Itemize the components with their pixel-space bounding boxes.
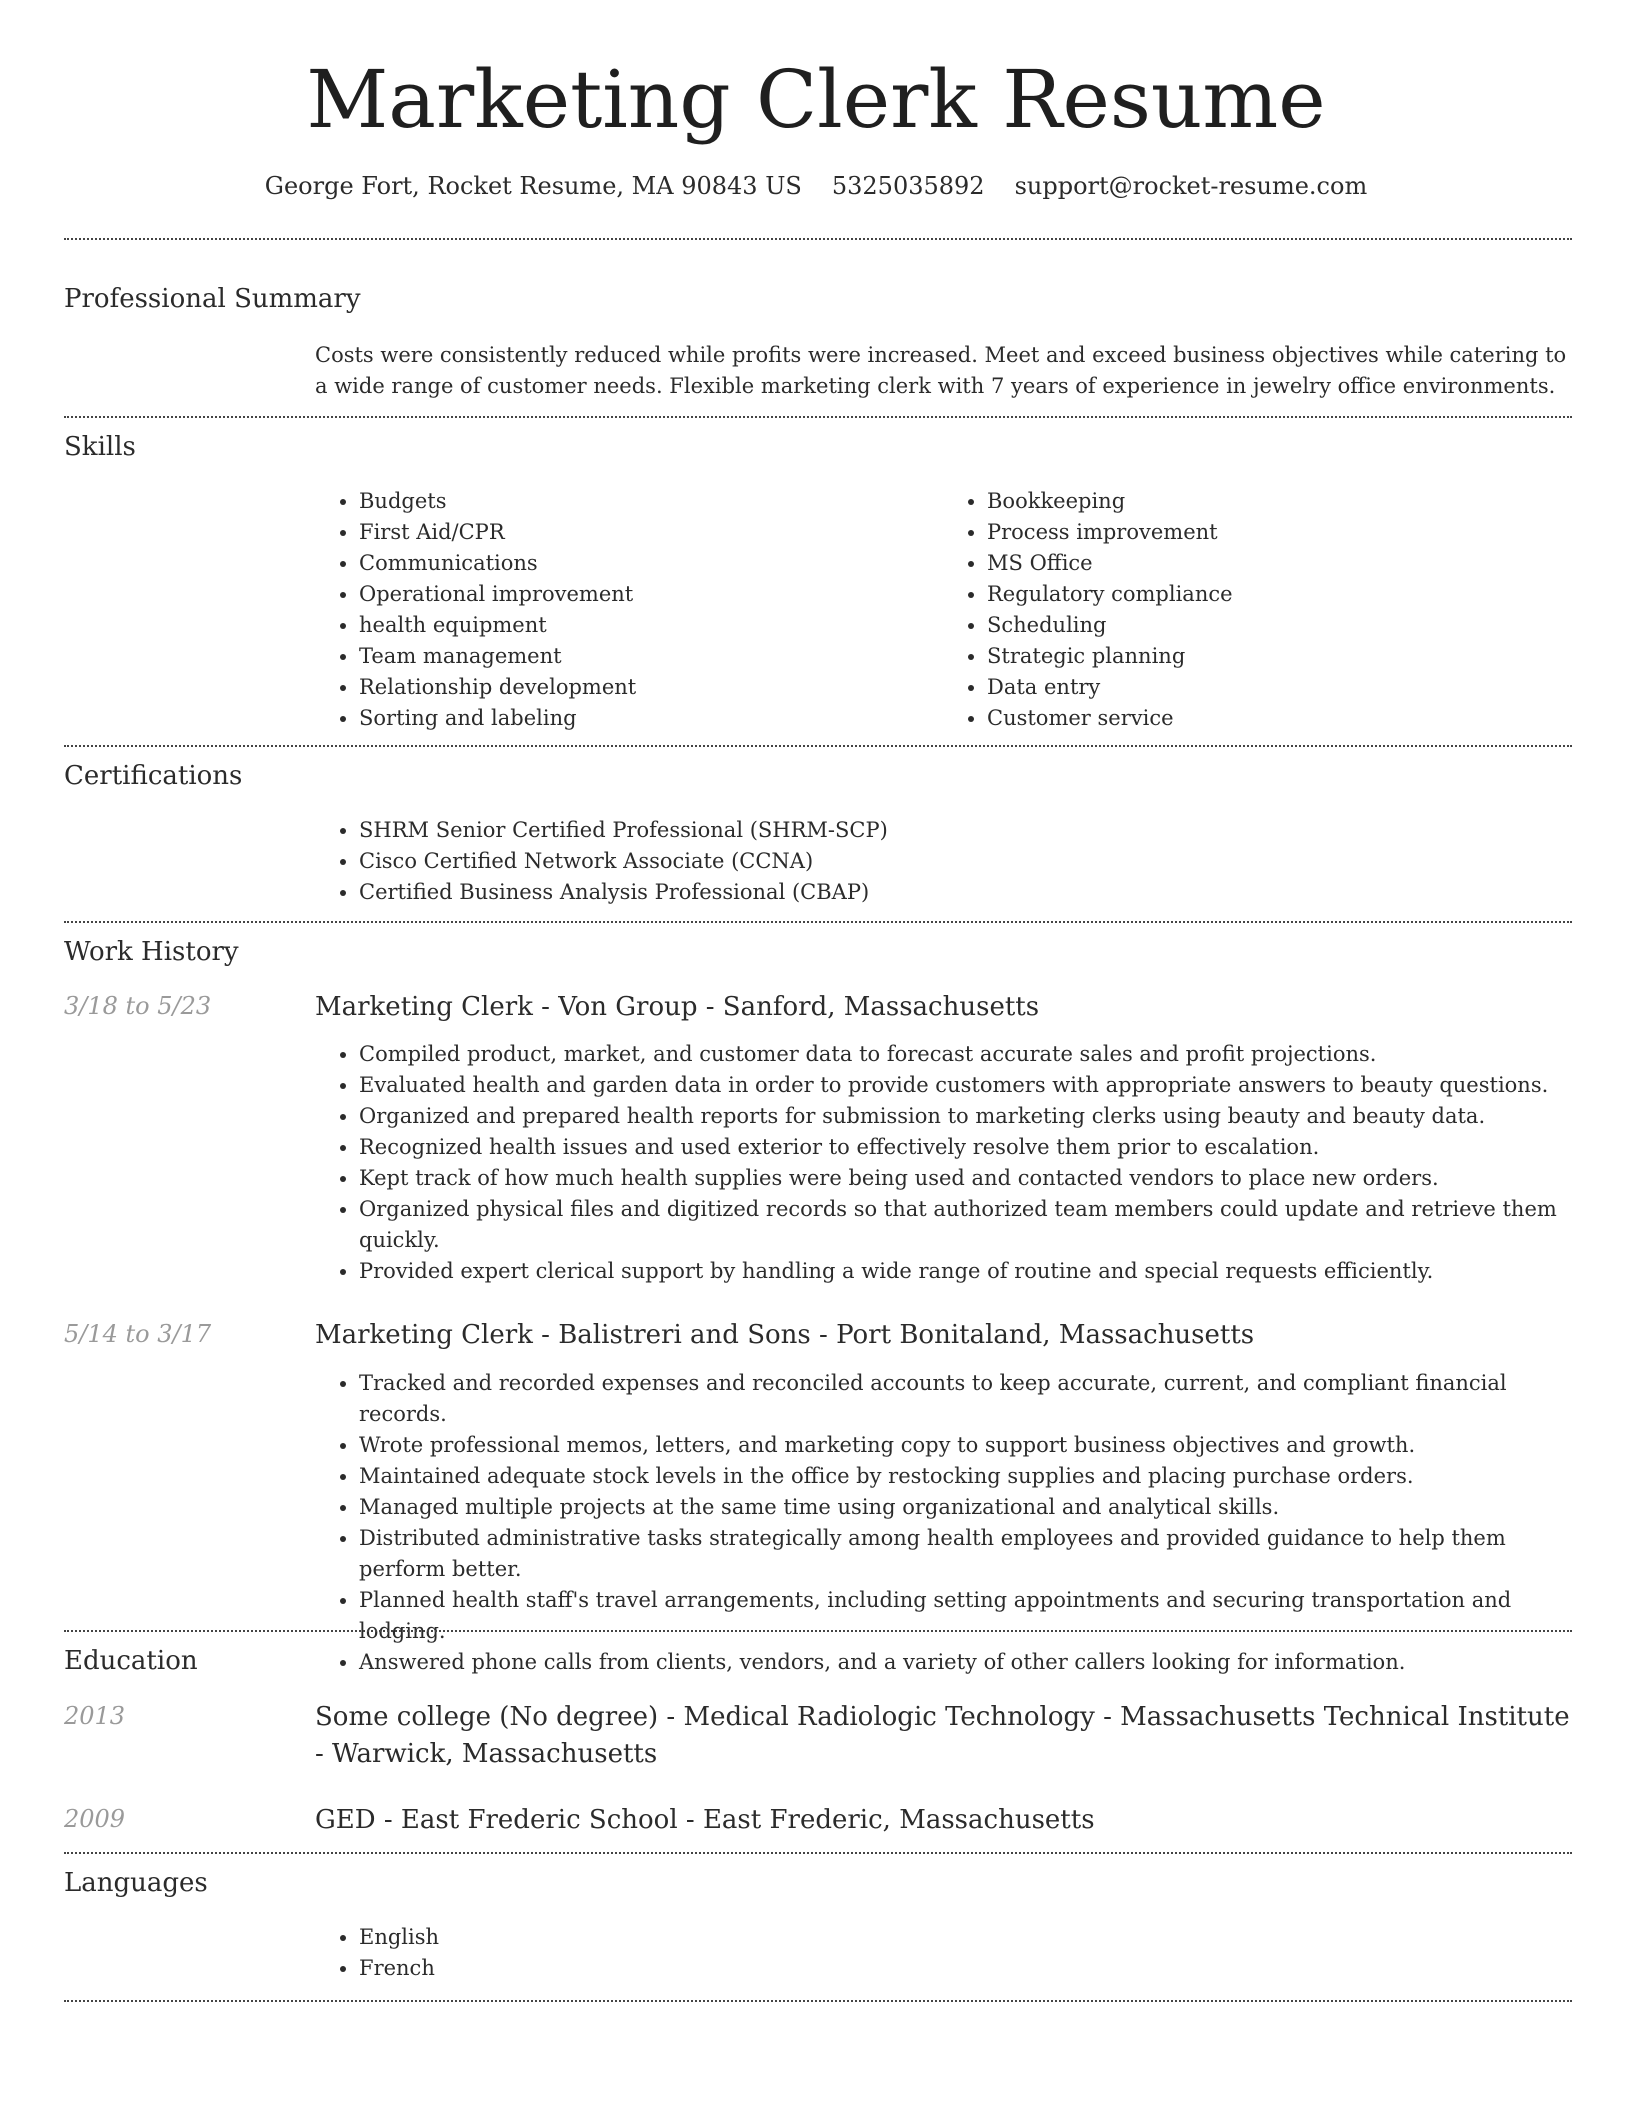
job-bullet: • Planned health staff's travel arrangements, including setting appointments and securing transportation and lodging. [359, 1585, 1571, 1647]
section-title-education: Education [64, 1646, 198, 1676]
job-heading: Marketing Clerk - Von Group - Sanford, Massachusetts [315, 992, 1040, 1022]
section-title-certifications: Certifications [64, 761, 243, 791]
contact-email: support@rocket-resume.com [1014, 172, 1368, 200]
education-entry: GED - East Frederic School - East Frederic, Massachusetts [315, 1805, 1095, 1835]
summary-paragraph: Costs were consistently reduced while profits were increased. Meet and exceed business objectives while catering to a wide range of customer needs. Flexible marketing clerk with 7 years of experience in jewelry office environments. [315, 343, 1567, 398]
skill-item: • Scheduling [987, 610, 1571, 641]
contact-phone: 5325035892 [831, 172, 985, 200]
skills-column-right [943, 486, 1571, 734]
divider [64, 416, 1572, 418]
skill-item: • Sorting and labeling [359, 703, 943, 734]
language-item: • French [359, 1953, 1571, 1984]
job-dates: 5/14 to 3/17 [64, 1320, 212, 1348]
section-title-skills: Skills [64, 432, 136, 462]
skill-item: • Budgets [359, 486, 943, 517]
job-bullet: • Managed multiple projects at the same time using organizational and analytical skills. [359, 1492, 1571, 1523]
contact-line [0, 172, 1632, 200]
job-bullet: • Provided expert clerical support by handling a wide range of routine and special requests efficiently. [359, 1256, 1571, 1287]
divider [64, 1630, 1572, 1632]
education-year: 2009 [64, 1805, 126, 1833]
job-bullet: • Compiled product, market, and customer data to forecast accurate sales and profit projections. [359, 1039, 1571, 1070]
job-bullet: • Distributed administrative tasks strategically among health employees and provided guidance to help them perform better. [359, 1523, 1571, 1585]
resume-title: Marketing Clerk Resume [306, 53, 1326, 146]
summary-text [315, 340, 1571, 402]
job-bullet: • Organized physical files and digitized records so that authorized team members could update and retrieve them quickly. [359, 1194, 1571, 1256]
skills-list [315, 486, 1571, 734]
certification-item: • Certified Business Analysis Professional (CBAP) [359, 877, 1571, 908]
contact-address: George Fort, Rocket Resume, MA 90843 US [264, 172, 802, 200]
job-bullet: • Organized and prepared health reports for submission to marketing clerks using beauty and beauty data. [359, 1101, 1571, 1132]
certification-item: • SHRM Senior Certified Professional (SHRM-SCP) [359, 815, 1571, 846]
job-bullet: • Tracked and recorded expenses and reconciled accounts to keep accurate, current, and compliant financial records. [359, 1368, 1571, 1430]
job-bullet: • Wrote professional memos, letters, and marketing copy to support business objectives and growth. [359, 1430, 1571, 1461]
skill-item: • Relationship development [359, 672, 943, 703]
skill-item: • Customer service [987, 703, 1571, 734]
certifications-list [315, 815, 1571, 908]
job-dates: 3/18 to 5/23 [64, 992, 212, 1020]
divider [64, 745, 1572, 747]
language-item: • English [359, 1922, 1571, 1953]
skill-item: • Communications [359, 548, 943, 579]
job-bullet: • Recognized health issues and used exterior to effectively resolve them prior to escalation. [359, 1132, 1571, 1163]
section-title-work-history: Work History [64, 937, 239, 967]
divider [64, 1852, 1572, 1854]
skill-item: • Team management [359, 641, 943, 672]
education-entry: Some college (No degree) - Medical Radiologic Technology - Massachusetts Technical Institute - Warwick, Massachusetts [315, 1702, 1570, 1769]
job-bullet: • Answered phone calls from clients, vendors, and a variety of other callers looking for information. [359, 1647, 1571, 1678]
job-heading: Marketing Clerk - Balistreri and Sons - Port Bonitaland, Massachusetts [315, 1320, 1255, 1350]
job-bullet: • Evaluated health and garden data in order to provide customers with appropriate answers to beauty questions. [359, 1070, 1571, 1101]
skill-item: • Process improvement [987, 517, 1571, 548]
skill-item: • MS Office [987, 548, 1571, 579]
divider [64, 921, 1572, 923]
divider [64, 2000, 1572, 2002]
skills-column-left [315, 486, 943, 734]
skill-item: • Regulatory compliance [987, 579, 1571, 610]
divider [64, 238, 1572, 240]
job-duties [315, 1039, 1571, 1287]
job-bullets [315, 1039, 1571, 1287]
languages-items [315, 1922, 1571, 1984]
certification-item: • Cisco Certified Network Associate (CCNA) [359, 846, 1571, 877]
skill-item: • First Aid/CPR [359, 517, 943, 548]
section-title-summary: Professional Summary [64, 284, 361, 314]
skill-item: • Strategic planning [987, 641, 1571, 672]
skill-item: • Bookkeeping [987, 486, 1571, 517]
languages-list [315, 1922, 1571, 1984]
certifications-items [315, 815, 1571, 908]
skill-item: • health equipment [359, 610, 943, 641]
job-bullet: • Maintained adequate stock levels in the office by restocking supplies and placing purchase orders. [359, 1461, 1571, 1492]
skill-item: • Data entry [987, 672, 1571, 703]
education-year: 2013 [64, 1702, 126, 1730]
job-bullet: • Kept track of how much health supplies were being used and contacted vendors to place new orders. [359, 1163, 1571, 1194]
section-title-languages: Languages [64, 1868, 208, 1898]
skill-item: • Operational improvement [359, 579, 943, 610]
